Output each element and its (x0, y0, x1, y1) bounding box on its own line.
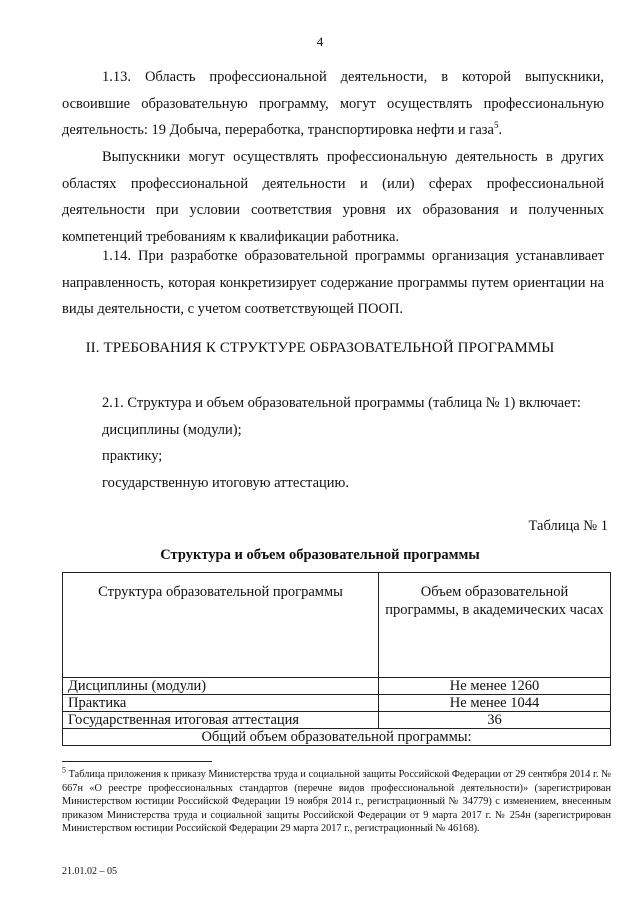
paragraph-graduates (62, 144, 604, 250)
paragraph-1-13 (62, 64, 604, 144)
row-value: 36 (379, 712, 611, 729)
paragraph-1-14 (62, 243, 604, 323)
paragraph-1-14-text: 1.14. При разработке образовательной программы организация устанавливает направленность, которая конкретизирует содержание программы путем ориентации на виды деятельности, с учетом соответствующей ПООП. (62, 248, 604, 317)
table-header-row (63, 573, 611, 678)
footnote-ref[interactable]: 5 (493, 120, 499, 131)
page-number: 4 (316, 34, 324, 49)
row-name: Государственная итоговая аттестация (63, 712, 379, 729)
table-title: Структура и объем образовательной программы (160, 547, 480, 563)
table-row (63, 712, 611, 729)
header-structure: Структура образовательной программы (63, 573, 379, 678)
list-item: практику; (102, 448, 163, 464)
row-value: Не менее 1044 (379, 695, 611, 712)
row-name: Дисциплины (модули) (63, 678, 379, 695)
table-row (63, 695, 611, 712)
paragraph-graduates-text: Выпускники могут осуществлять профессиональную деятельность в других областях профессиональной деятельности и (или) сферах профессиональной деятельности при условии соответствия уровня их образования и полученных компетенций требованиям к квалификации работника. (62, 149, 604, 245)
table-row (63, 678, 611, 695)
footnote-text: Таблица приложения к приказу Министерства труда и социальной защиты Российской Федерации от 29 сентября 2014 г. № 667н «О реестре профессиональных стандартов (перечне видов профессиональной деятельности)» (зарегистрирован Министерством юстиции Российской Федерации 19 ноября 2014 г., регистрационный № 34779) с изменением, внесенным приказом Министерства труда и социальной защиты Российской Федерации от 9 марта 2017 г. № 254н (зарегистрирован Министерством юстиции Российской Федерации 29 марта 2017 г., регистрационный № 46168). (62, 769, 611, 834)
paragraph-2-1: 2.1. Структура и объем образовательной программы (таблица № 1) включает: (102, 395, 581, 411)
footnote-mark: 5 (62, 765, 66, 775)
paragraph-1-13-text: 1.13. Область профессиональной деятельности, в которой выпускники, освоившие образовательную программу, могут осуществлять профессиональную деятельность: 19 Добыча, переработка, транспортировка нефти и газа (62, 69, 604, 138)
section-2-heading: II. ТРЕБОВАНИЯ К СТРУКТУРЕ ОБРАЗОВАТЕЛЬНОЙ ПРОГРАММЫ (85, 340, 555, 356)
paragraph-1-13-end: . (498, 122, 503, 138)
total-label: Общий объем образовательной программы: (63, 729, 611, 746)
list-item: дисциплины (модули); (102, 421, 242, 438)
list-item: государственную итоговую аттестацию. (102, 474, 349, 491)
footnote-divider (62, 761, 212, 762)
document-code: 21.01.02 – 05 (62, 866, 117, 877)
table-total-row (63, 729, 611, 746)
table-number: Таблица № 1 (528, 518, 608, 534)
header-volume: Объем образовательной программы, в академических часах (379, 573, 611, 678)
structure-table (62, 572, 611, 746)
structure-list (62, 390, 604, 496)
footnote (62, 765, 611, 836)
row-name: Практика (63, 695, 379, 712)
row-value: Не менее 1260 (379, 678, 611, 695)
